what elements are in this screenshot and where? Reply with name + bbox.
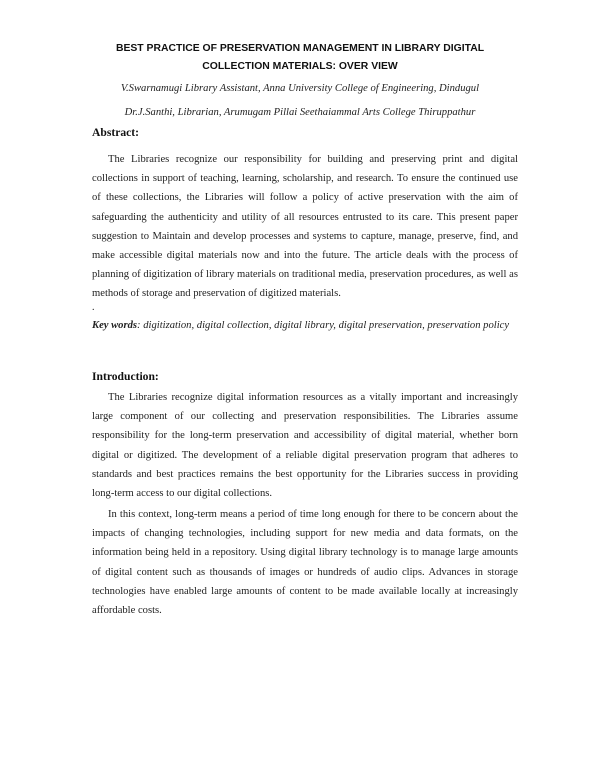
stray-dot: .	[92, 302, 95, 313]
title-line-1: BEST PRACTICE OF PRESERVATION MANAGEMENT IN LIBRARY DIGITAL	[115, 43, 485, 54]
abstract-paragraph: The Libraries recognize our responsibility for building and preserving print and digital collections in support of teaching, learning, scholarship, and research. To ensure the continued use of these collections, the Libraries will follow a policy of active preservation with the aim of safeguarding the authenticity and utility of all resources entrusted to its care. This present paper suggestion to Maintain and develop processes and systems to capture, manage, preserve, find, and make accessible digital materials now and into the future. The article deals with the process of planning of digitization of library materials on traditional media, preservation procedures, as well as methods of storage and preservation of digitized materials.	[92, 154, 518, 300]
paper-title	[60, 40, 540, 76]
introduction-paragraph-1: The Libraries recognize digital information resources as a vitally important and increasingly large component of our collecting and preservation responsibilities. The Libraries assume responsibility for the long-term preservation and accessibility of digital material, whether born digital or digitized. The development of a reliable digital preservation program that adheres to standards and best practices remains the best opportunity for the Libraries success in providing long-term access to our digital collections.	[92, 392, 518, 500]
keywords-text: : digitization, digital collection, digital library, digital preservation, preservation policy	[137, 320, 510, 331]
introduction-paragraph-2: In this context, long-term means a period of time long enough for there to be concern about the impacts of changing technologies, including support for new media and data formats, on the information being held in a repository. Using digital library technology is to manage large amounts of digital content such as thousands of images or hundreds of audio clips. Advances in storage technologies have enabled large amounts of content to be made available locally at increasingly affordable costs.	[92, 509, 518, 617]
keywords-line	[92, 316, 518, 335]
author-1: V.Swarnamugi Library Assistant, Anna University College of Engineering, Dindugul	[120, 83, 480, 94]
keywords-label: Key words	[92, 320, 138, 331]
introduction-heading: Introduction:	[92, 370, 159, 383]
abstract-heading: Abstract:	[92, 126, 140, 139]
title-line-2: COLLECTION MATERIALS: OVER VIEW	[202, 61, 398, 72]
author-2: Dr.J.Santhi, Librarian, Arumugam Pillai Seethaiammal Arts College Thiruppathur	[124, 107, 476, 118]
